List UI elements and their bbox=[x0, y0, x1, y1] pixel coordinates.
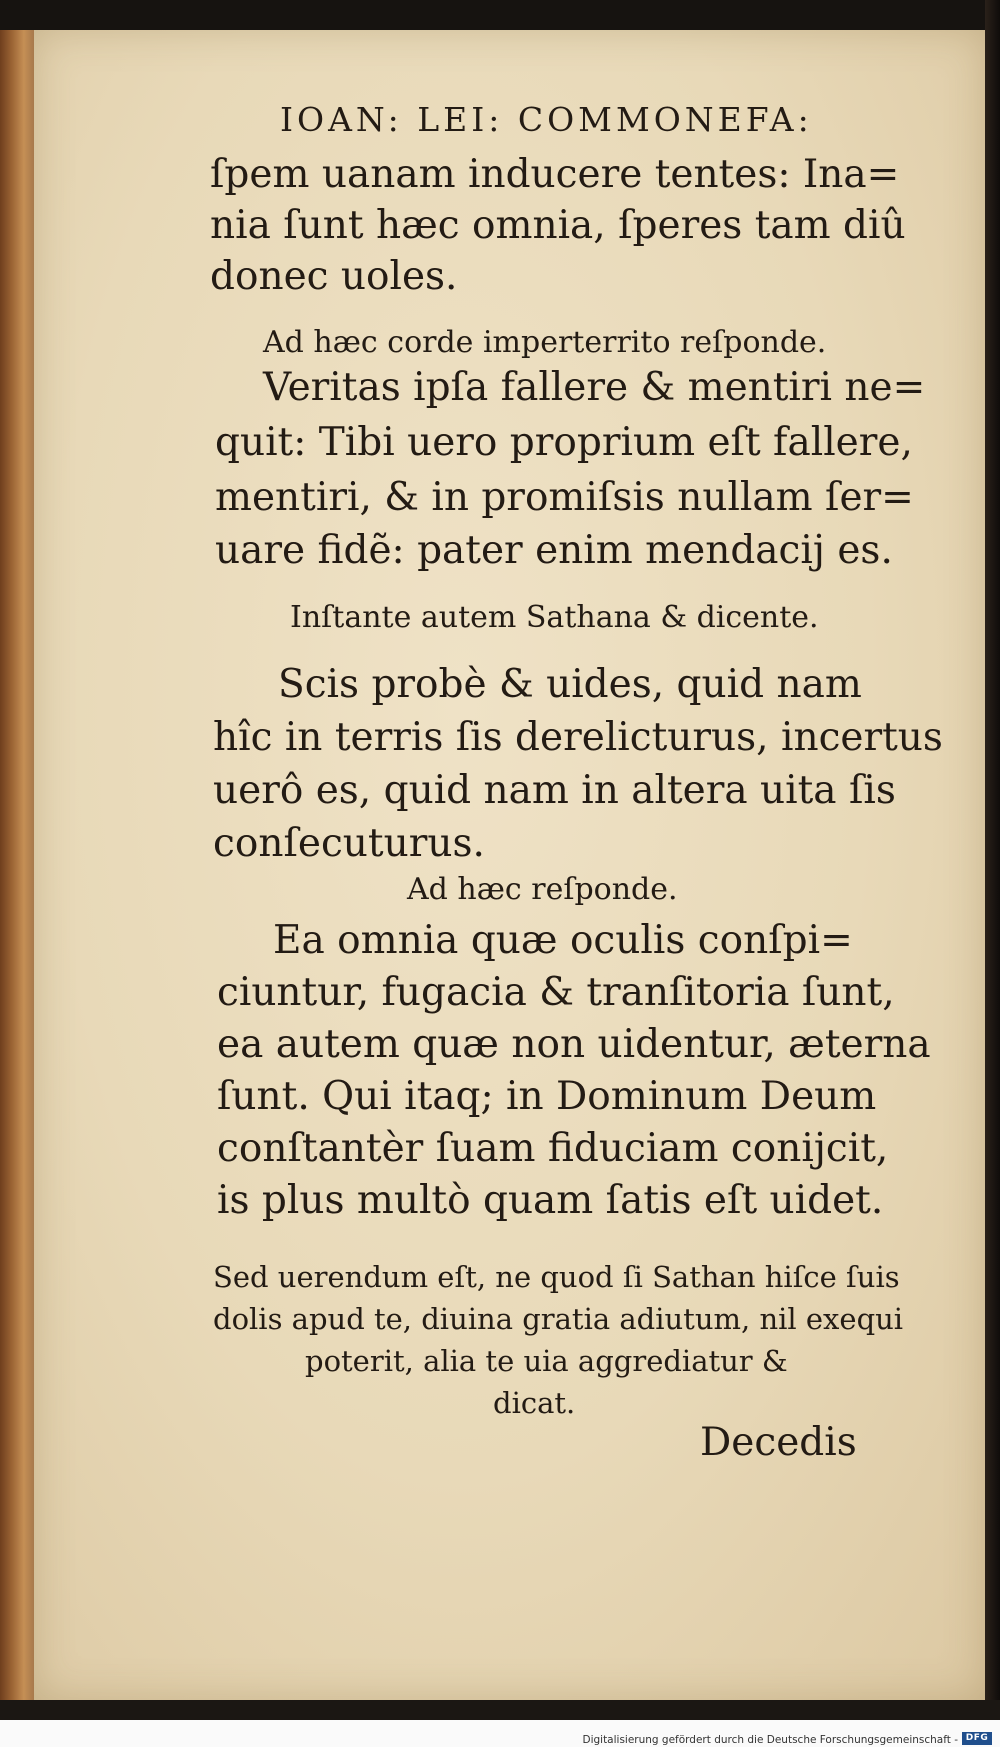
text-line: mentiri, & in promiſsis nullam ſer= bbox=[215, 475, 914, 520]
scan-bottom-border bbox=[0, 1700, 1000, 1720]
text-line: hîc in terris ſis derelicturus, incertus bbox=[213, 715, 943, 760]
funding-credit: Digitalisierung gefördert durch die Deutsche Forschungsgemeinschaft - bbox=[582, 1734, 958, 1746]
heading-line: Inſtante autem Sathana & dicente. bbox=[290, 600, 819, 635]
catchword: Decedis bbox=[700, 1420, 857, 1465]
text-line: uare fidẽ: pater enim mendacij es. bbox=[215, 528, 893, 573]
text-line: Sed uerendum eſt, ne quod ſi Sathan hiſce ſuis bbox=[213, 1260, 900, 1294]
scan-right-border bbox=[985, 0, 1000, 1700]
text-line: Ea omnia quæ oculis conſpi= bbox=[273, 918, 853, 963]
book-spine bbox=[0, 30, 34, 1700]
text-line: nia ſunt hæc omnia, ſperes tam diû bbox=[210, 203, 906, 248]
text-line: uerô es, quid nam in altera uita ſis bbox=[213, 768, 896, 813]
text-line: poterit, alia te uia aggrediatur & bbox=[305, 1344, 788, 1378]
text-line: ciuntur, fugacia & tranſitoria ſunt, bbox=[217, 970, 895, 1015]
running-head: IOAN: LEI: COMMONEFA: bbox=[280, 100, 813, 139]
dfg-logo: DFG bbox=[962, 1732, 992, 1745]
heading-line: Ad hæc reſponde. bbox=[407, 872, 678, 907]
text-line: dicat. bbox=[493, 1386, 576, 1420]
text-line: donec uoles. bbox=[210, 254, 458, 299]
text-line: conſecuturus. bbox=[213, 821, 485, 866]
text-line: Veritas ipſa fallere & mentiri ne= bbox=[263, 365, 926, 410]
text-line: ea autem quæ non uidentur, æterna bbox=[217, 1022, 931, 1067]
text-line: quit: Tibi uero proprium eſt fallere, bbox=[215, 420, 913, 465]
scan-top-border bbox=[0, 0, 1000, 30]
heading-line: Ad hæc corde imperterrito reſponde. bbox=[263, 325, 827, 360]
text-line: ſpem uanam inducere tentes: Ina= bbox=[210, 152, 900, 197]
text-line: conſtantèr ſuam fiduciam conijcit, bbox=[217, 1126, 889, 1171]
text-line: is plus multò quam ſatis eſt uidet. bbox=[217, 1178, 884, 1223]
text-line: ſunt. Qui itaq; in Dominum Deum bbox=[217, 1074, 877, 1119]
text-line: dolis apud te, diuina gratia adiutum, nil exequi bbox=[213, 1302, 904, 1336]
text-line: Scis probè & uides, quid nam bbox=[278, 662, 862, 707]
